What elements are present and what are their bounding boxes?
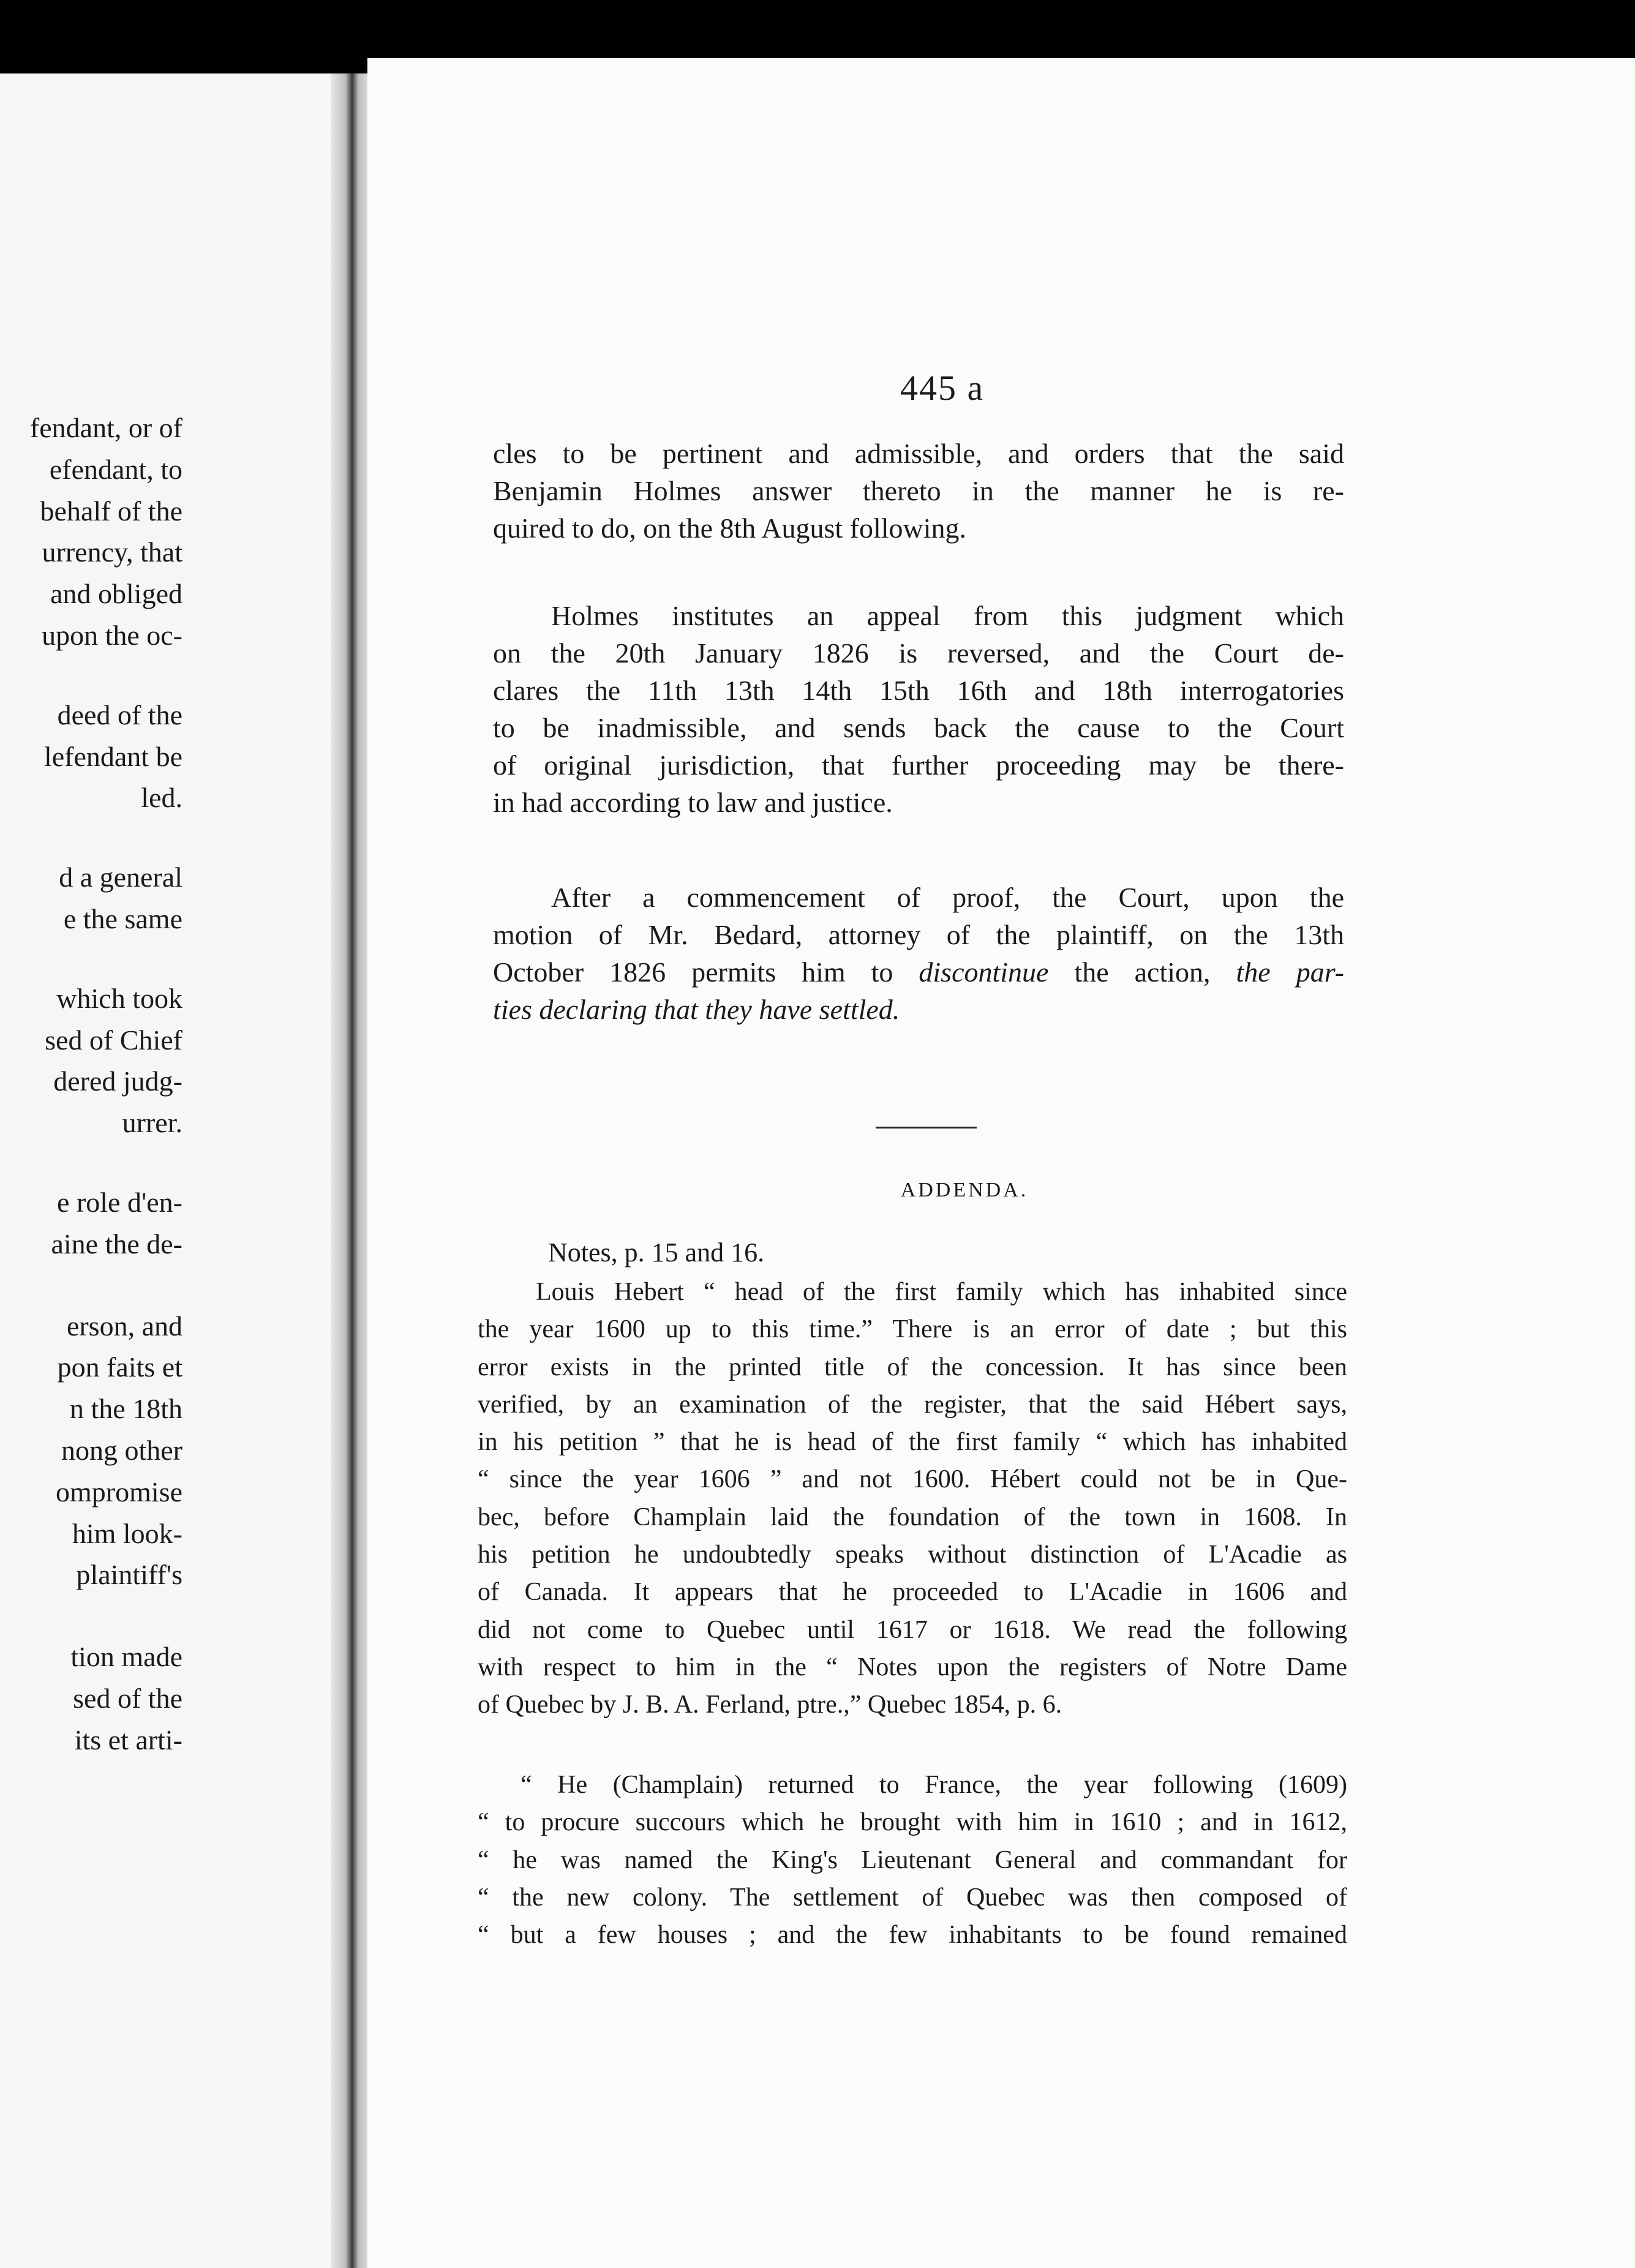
paragraph-3 [493, 879, 1344, 1028]
left-line: deed of the [57, 699, 182, 730]
text-line: “ since the year 1606 ” and not 1600. Hébert could not be in Que- [478, 1465, 1347, 1494]
left-line: sed of the [73, 1682, 182, 1714]
left-line: led. [141, 782, 182, 814]
left-line: lefendant be [43, 740, 182, 772]
left-facing-page [0, 73, 343, 2268]
note-paragraph [478, 1274, 1347, 1724]
left-line: pon faits et [57, 1351, 182, 1383]
left-line: and obliged [50, 578, 182, 610]
text-line: with respect to him in the “ Notes upon the registers of Notre Dame [478, 1653, 1347, 1681]
left-line: which took [56, 982, 182, 1014]
text-line: of original jurisdiction, that further proceeding may be there- [493, 749, 1344, 781]
paragraph-1 [493, 435, 1344, 547]
text-line: verified, by an examination of the register, that the said Hébert says, [478, 1390, 1347, 1419]
text-line [493, 953, 1344, 991]
text-line: After a commencement of proof, the Court, upon the [551, 882, 1344, 913]
text-run: the action, [1048, 956, 1236, 988]
left-line: urrer. [122, 1107, 182, 1139]
text-line: clares the 11th 13th 14th 15th 16th and 18th interrogatories [493, 675, 1344, 706]
left-line: plaintiff's [76, 1559, 182, 1591]
right-page [367, 58, 1635, 2268]
left-line: nong other [61, 1434, 182, 1466]
left-line: tion made [70, 1641, 182, 1673]
text-line: cles to be pertinent and admissible, and orders that the said [493, 438, 1344, 469]
text-line: the year 1600 up to this time.” There is an error of date ; but this [478, 1315, 1347, 1344]
left-line: him look- [72, 1517, 182, 1549]
text-line: Benjamin Holmes answer thereto in the manner he is re- [493, 475, 1344, 506]
left-line: efendant, to [49, 453, 182, 485]
text-line: error exists in the printed title of the concession. It has since been [478, 1353, 1347, 1381]
italic-run: ties declaring that they have settled. [493, 994, 900, 1025]
text-line: quired to do, on the 8th August following. [493, 513, 967, 544]
section-divider [876, 1127, 977, 1128]
text-line: “ He (Champlain) returned to France, the year following (1609) [521, 1771, 1347, 1799]
text-line: “ but a few houses ; and the few inhabitants to be found remained [478, 1921, 1347, 1950]
text-line: Holmes institutes an appeal from this judgment which [551, 600, 1344, 631]
left-line: its et arti- [74, 1724, 182, 1755]
text-run: October 1826 permits him to [493, 956, 919, 988]
addenda-heading: ADDENDA. [900, 1179, 1029, 1201]
text-line: Louis Hebert “ head of the first family which has inhabited since [536, 1278, 1347, 1306]
left-line: e the same [63, 903, 182, 934]
text-line: of Quebec by J. B. A. Ferland, ptre.,” Quebec 1854, p. 6. [478, 1691, 1062, 1719]
left-line: ompromise [56, 1476, 182, 1508]
left-line: upon the oc- [42, 619, 182, 651]
left-line: d a general [59, 862, 182, 893]
paragraph-2 [493, 597, 1344, 821]
left-line: behalf of the [40, 495, 182, 527]
left-line: urrency, that [42, 536, 182, 568]
page-number: 445 a [900, 368, 985, 408]
left-line: aine the de- [51, 1228, 182, 1260]
text-line: motion of Mr. Bedard, attorney of the plaintiff, on the 13th [493, 919, 1344, 950]
left-page-text-column [0, 407, 182, 1761]
left-line: erson, and [66, 1310, 182, 1342]
left-line: n the 18th [70, 1393, 182, 1425]
text-line: in his petition ” that he is head of the first family “ which has inhabited [478, 1428, 1347, 1457]
left-line: sed of Chief [45, 1024, 182, 1056]
left-line: dered judg- [53, 1065, 182, 1097]
text-line: bec, before Champlain laid the foundation of the town in 1608. In [478, 1503, 1347, 1531]
text-line: “ the new colony. The settlement of Quebec was then composed of [478, 1883, 1347, 1912]
italic-run: discontinue [919, 956, 1049, 988]
italic-run: the par- [1236, 956, 1344, 988]
text-line [493, 991, 1344, 1028]
text-line: of Canada. It appears that he proceeded to L'Acadie in 1606 and [478, 1578, 1347, 1607]
text-line: “ he was named the King's Lieutenant General and commandant for [478, 1846, 1347, 1874]
text-line: “ to procure succours which he brought with him in 1610 ; and in 1612, [478, 1808, 1347, 1837]
notes-heading: Notes, p. 15 and 16. [548, 1237, 765, 1267]
text-line: did not come to Quebec until 1617 or 1618. We read the following [478, 1615, 1347, 1644]
left-line: e role d'en- [57, 1186, 182, 1218]
text-line: on the 20th January 1826 is reversed, and the Court de- [493, 637, 1344, 669]
left-line: fendant, or of [29, 412, 182, 443]
quote-paragraph [478, 1767, 1347, 1954]
text-line: his petition he undoubtedly speaks without distinction of L'Acadie as [478, 1541, 1347, 1569]
text-line: in had according to law and justice. [493, 787, 893, 818]
text-line: to be inadmissible, and sends back the cause to the Court [493, 712, 1344, 743]
